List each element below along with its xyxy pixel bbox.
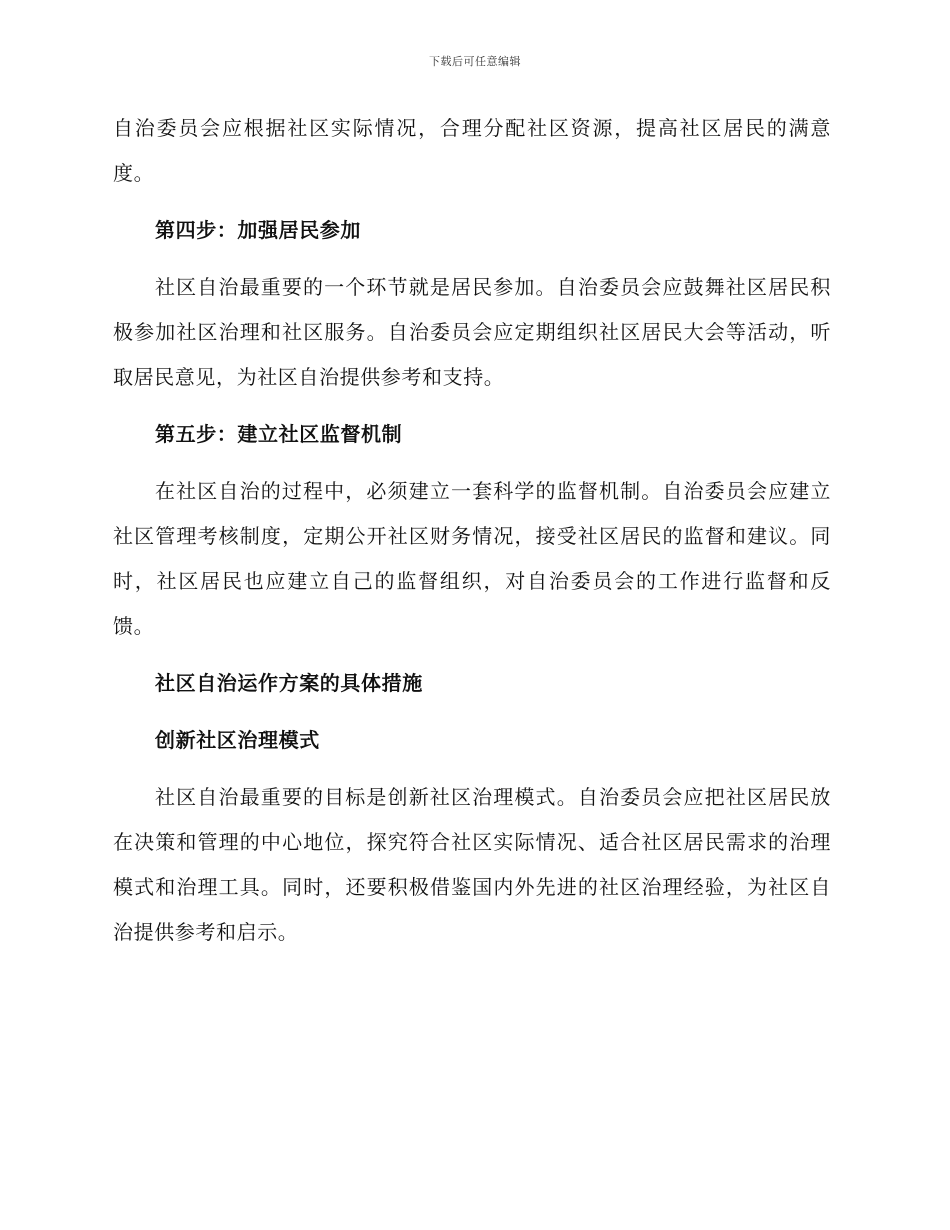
heading-step-four: 第四步：加强居民参加: [155, 218, 361, 242]
heading-specific-measures: 社区自治运作方案的具体措施: [155, 671, 423, 695]
paragraph-resident-participation: 社区自治最重要的一个环节就是居民参加。自治委员会应鼓舞社区居民积极参加社区治理和社区服务。自治委员会应定期组织社区居民大会等活动，听取居民意见，为社区自治提供参考和支持。: [113, 275, 831, 389]
paragraph-governance-model: 社区自治最重要的目标是创新社区治理模式。自治委员会应把社区居民放在决策和管理的中心地位，探究符合社区实际情况、适合社区居民需求的治理模式和治理工具。同时，还要积极借鉴国内外先进的社区治理经验，为社区自治提供参考和启示。: [113, 785, 831, 944]
heading-innovate-governance: 创新社区治理模式: [155, 728, 320, 752]
document-body: [113, 106, 831, 967]
paragraph-supervision-mechanism: 在社区自治的过程中，必须建立一套科学的监督机制。自治委员会应建立社区管理考核制度，定期公开社区财务情况，接受社区居民的监督和建议。同时，社区居民也应建立自己的监督组织，对自治委员会的工作进行监督和反馈。: [113, 479, 831, 638]
header-note: 下载后可任意编辑: [429, 55, 521, 68]
paragraph-resource-allocation: 自治委员会应根据社区实际情况，合理分配社区资源，提高社区居民的满意度。: [113, 116, 831, 185]
heading-step-five: 第五步：建立社区监督机制: [155, 422, 403, 446]
